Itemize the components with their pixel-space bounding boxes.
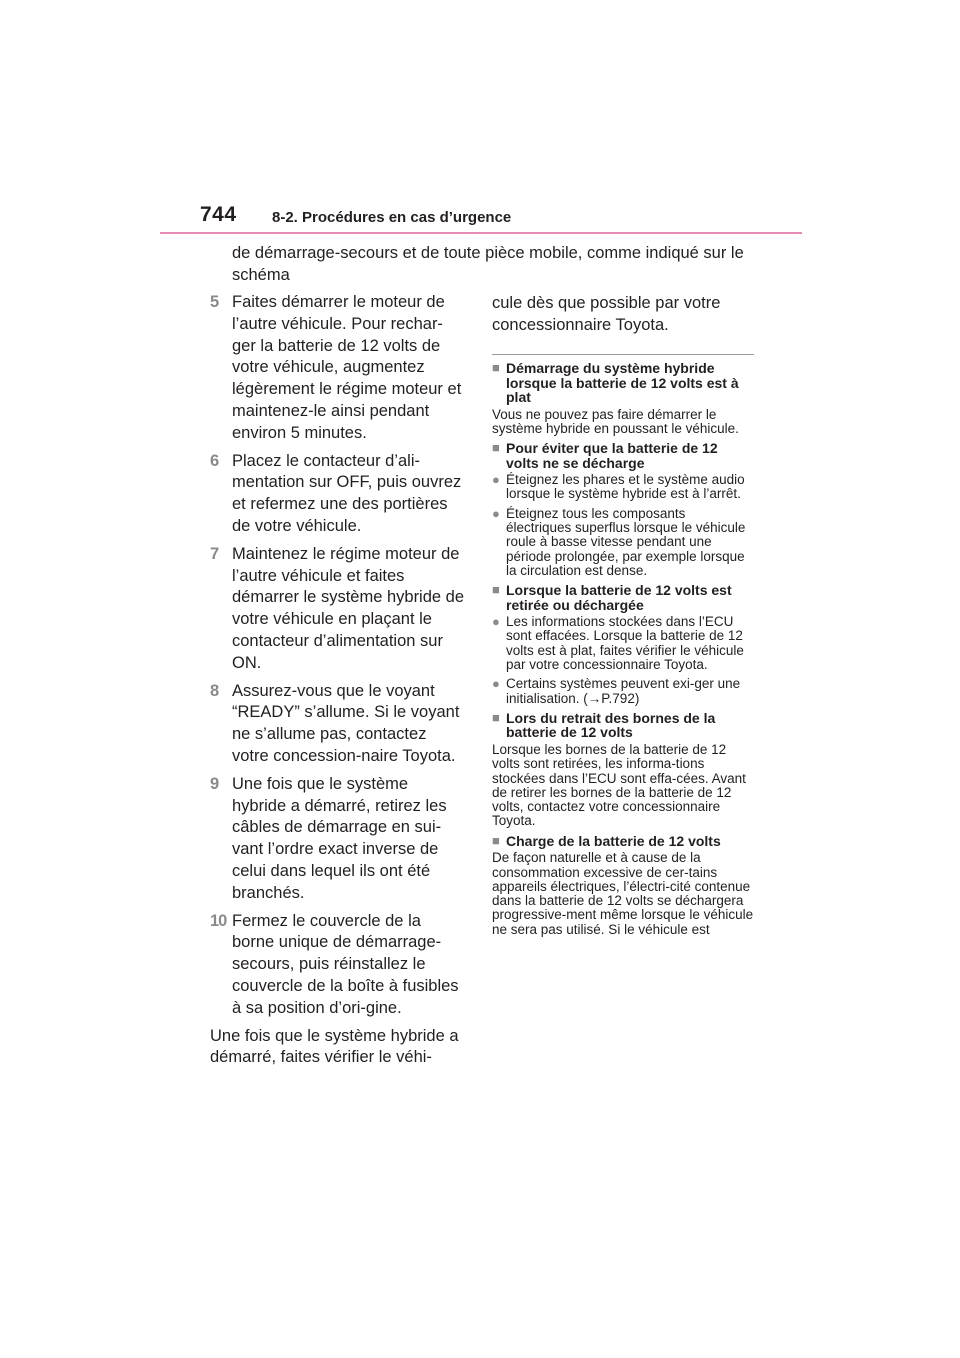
step-text: Maintenez le régime moteur de l’autre véhicule et faites démarrer le système hybride de votre véhicule en plaçant le contacteur d’alimentation sur ON. (232, 544, 465, 672)
bullet-dot-icon: ● (492, 676, 500, 692)
square-bullet-icon: ■ (492, 582, 500, 598)
right-column (492, 292, 754, 942)
note-prevent-discharge (492, 441, 754, 578)
step-8 (210, 681, 466, 768)
square-bullet-icon: ■ (492, 440, 500, 456)
note-heading (492, 711, 754, 740)
bullet-text: Certains systèmes peuvent exi-ger une initialisation. (→P.792) (506, 676, 741, 706)
square-bullet-icon: ■ (492, 360, 500, 375)
step-number: 6 (210, 451, 220, 470)
note-heading (492, 834, 754, 849)
note-title: Charge de la batterie de 12 volts (506, 832, 721, 849)
left-column (210, 292, 466, 1069)
note-battery-removed (492, 583, 754, 706)
step-text: Une fois que le système hybride a démarré, retirez les câbles de démarrage en sui-vant l’ordre exact inverse de celui dans lequel ils ont été branchés. (232, 774, 447, 902)
step-number: 10 (210, 911, 227, 930)
note-title: Pour éviter que la batterie de 12 volts ne se décharge (506, 440, 718, 471)
step-text: Assurez-vous que le voyant “READY” s’allume. Si le voyant ne s’allume pas, contactez votre concession-naire Toyota. (232, 681, 460, 765)
top-continuation-text: de démarrage-secours et de toute pièce mobile, comme indiqué sur le schéma (232, 244, 744, 284)
step-text: Fermez le couvercle de la borne unique de démarrage-secours, puis réinstallez le couvercle de la boîte à fusibles à sa position d’ori-gine. (232, 911, 459, 1017)
bullet-item (492, 615, 754, 672)
square-bullet-icon: ■ (492, 832, 500, 848)
right-continuation-text: cule dès que possible par votre concessionnaire Toyota. (492, 294, 721, 334)
section-title: 8-2. Procédures en cas d’urgence (272, 209, 512, 226)
note-title: Lorsque la batterie de 12 volts est retirée ou déchargée (506, 582, 732, 613)
bullet-dot-icon: ● (492, 614, 500, 630)
note-title: Lors du retrait des bornes de la batterie de 12 volts (506, 709, 716, 741)
notes-divider (492, 354, 754, 355)
note-body: De façon naturelle et à cause de la consommation excessive de cer-tains appareils électriques, l’électri-cité contenue dans la batterie de 12 volts se déchargera progressive-ment même lorsque le véhicule ne sera pas utilisé. Si le véhicule est (492, 850, 754, 937)
bullet-dot-icon: ● (492, 505, 500, 521)
step-text: Faites démarrer le moteur de l’autre véhicule. Pour rechar-ger la batterie de 12 volts de votre véhicule, augmentez légèrement le régime moteur et maintenez-le ainsi pendant environ 5 minutes. (232, 293, 462, 442)
page-header (0, 0, 960, 240)
bullet-item (492, 473, 754, 502)
step-number: 7 (210, 544, 220, 563)
bullet-text: Éteignez les phares et le système audio lorsque le système hybride est à l’arrêt. (506, 472, 745, 502)
note-battery-charge (492, 834, 754, 937)
note-body: Lorsque les bornes de la batterie de 12 volts sont retirées, les informa-tions stockées dans l’ECU sont effa-cées. Avant de retirer les bornes de la batterie de 12 volts, contactez votre concessionnaire Toyota. (492, 741, 746, 829)
step-9 (210, 774, 466, 905)
note-body: Vous ne pouvez pas faire démarrer le système hybride en poussant le véhicule. (492, 406, 739, 436)
square-bullet-icon: ■ (492, 709, 500, 725)
step-5 (210, 292, 466, 445)
bullet-dot-icon: ● (492, 472, 500, 488)
step-number: 5 (210, 293, 220, 311)
note-terminal-removal (492, 711, 754, 829)
note-dead-battery-start (492, 361, 754, 436)
note-heading (492, 361, 754, 405)
step-number: 8 (210, 681, 220, 700)
closing-paragraph: Une fois que le système hybride a démarré, faites vérifier le véhi- (210, 1026, 459, 1067)
bullet-item (492, 677, 754, 706)
note-heading (492, 583, 754, 612)
note-title: Démarrage du système hybride lorsque la batterie de 12 volts est à plat (506, 360, 739, 405)
bullet-text: Les informations stockées dans l’ECU sont effacées. Lorsque la batterie de 12 volts est à plat, faites vérifier le véhicule par votre concessionnaire Toyota. (506, 614, 744, 673)
header-divider (160, 232, 802, 234)
step-10 (210, 911, 466, 1020)
step-7 (210, 544, 466, 675)
bullet-text: Éteignez tous les composants électriques superflus lorsque le véhicule roule à basse vitesse pendant une période prolongée, par exemple lorsque la circulation est dense. (506, 505, 746, 578)
note-heading (492, 441, 754, 470)
page-number: 744 (200, 203, 237, 226)
step-number: 9 (210, 774, 220, 793)
bullet-item (492, 507, 754, 578)
step-6 (210, 451, 466, 538)
step-text: Placez le contacteur d’ali-mentation sur OFF, puis ouvrez et refermez une des portières de votre véhicule. (232, 451, 462, 535)
